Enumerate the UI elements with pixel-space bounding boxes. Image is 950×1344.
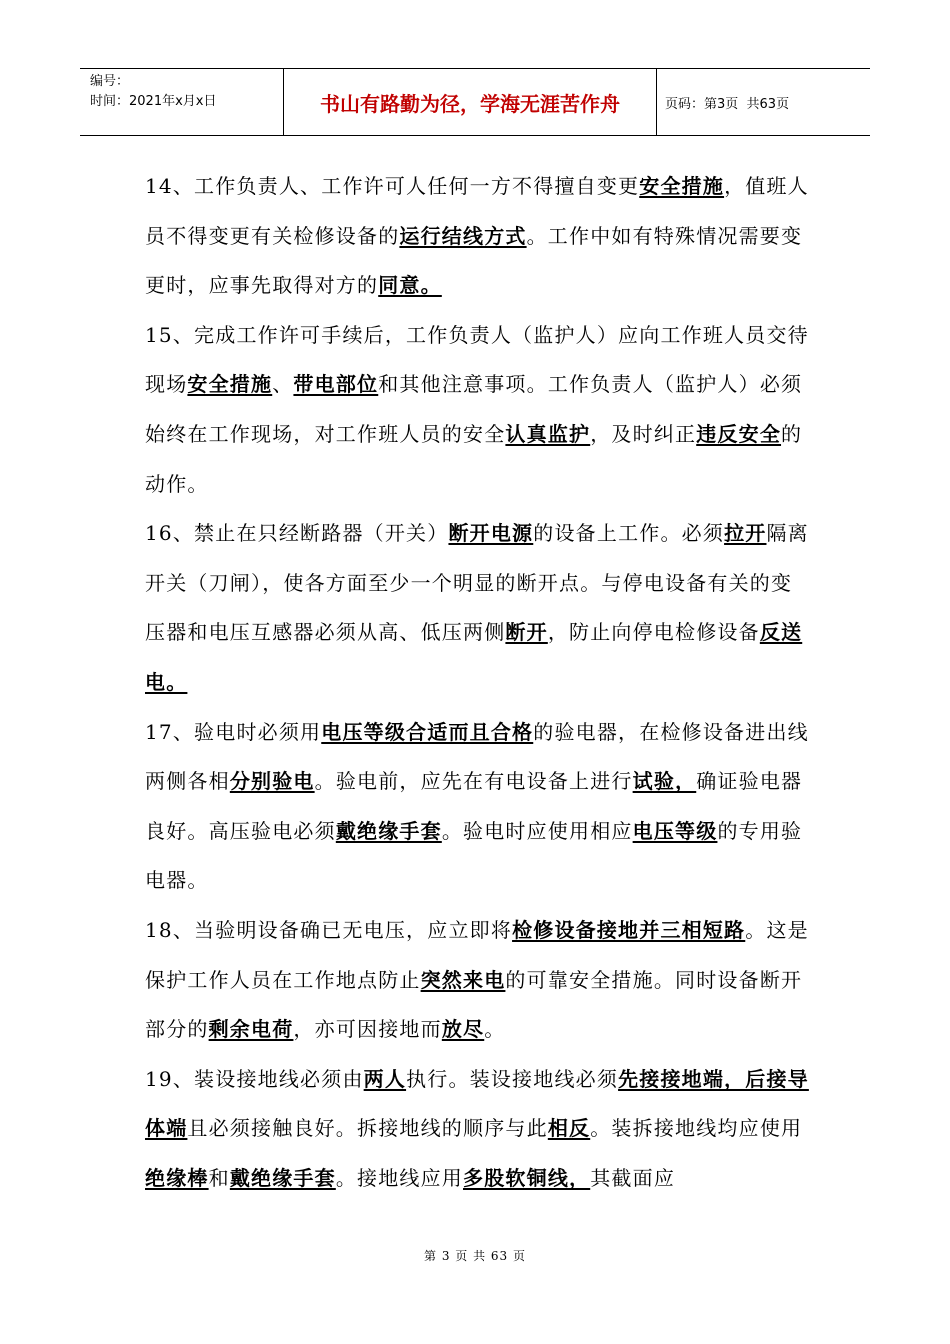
paragraph-text: 。装拆接地线均应使用 bbox=[590, 1116, 803, 1141]
paragraph-text: 执行。装设接地线必须 bbox=[406, 1066, 619, 1091]
answer-blank-text: 多股软铜线， bbox=[463, 1165, 591, 1190]
answer-blank-text: 剩余电荷 bbox=[208, 1017, 294, 1042]
paragraph-item bbox=[145, 708, 810, 906]
paragraph-text: 的动作。 bbox=[145, 421, 803, 496]
page-footer: 第 3 页 共 63 页 bbox=[424, 1249, 526, 1263]
header-page-label: 页码：第3页 共63页 bbox=[665, 96, 790, 112]
answer-blank-text: 带电部位 bbox=[293, 372, 379, 397]
answer-blank-text: 相反 bbox=[547, 1116, 591, 1141]
answer-blank-text: 断开 bbox=[505, 620, 548, 645]
answer-blank-text: 分别验电 bbox=[229, 769, 315, 794]
paragraph-text: 。这是保护工作人员在工作地点防止 bbox=[145, 917, 809, 992]
answer-blank-text: 绝缘棒 bbox=[145, 1165, 209, 1190]
paragraph-text: 隔离开关（刀闸），使各方面至少一个明显的断开点。与停电设备有关的变压器和电压互感器必须从高、低压两侧 bbox=[145, 521, 809, 645]
paragraph-text: 其截面应 bbox=[590, 1165, 676, 1190]
paragraph-text: 。接地线应用 bbox=[335, 1165, 464, 1190]
answer-blank-text: 拉开 bbox=[724, 521, 767, 546]
paragraph-text: ，防止向停电检修设备 bbox=[547, 620, 760, 645]
answer-blank-text: 先接接地端，后接导体端 bbox=[145, 1066, 809, 1141]
answer-blank-text: 违反安全 bbox=[696, 421, 782, 446]
paragraph-text: 确证验电器良好。高压验电必须 bbox=[145, 769, 803, 843]
paragraph-text: ，值班人员不得变更有关检修设备的 bbox=[145, 174, 809, 248]
paragraph-text: 16、禁止在只经断路器（开关） bbox=[145, 521, 449, 546]
document-body bbox=[145, 162, 810, 1203]
paragraph-text: 且必须接触良好。拆接地线的顺序与此 bbox=[187, 1116, 548, 1141]
paragraph-text: 19、装设接地线必须由 bbox=[145, 1066, 364, 1091]
answer-blank-text: 反送电。 bbox=[145, 620, 803, 694]
answer-blank-text: 戴绝缘手套 bbox=[229, 1165, 336, 1190]
answer-blank-text: 检修设备接地并三相短路 bbox=[512, 917, 746, 942]
answer-blank-text: 同意。 bbox=[378, 273, 442, 298]
paragraph-text: 。验电前，应先在有电设备上进行 bbox=[314, 769, 633, 794]
paragraph-text: 、 bbox=[272, 372, 294, 397]
paragraph-text: 的验电器，在检修设备进出线两侧各相 bbox=[145, 719, 809, 794]
paragraph-text: 的专用验电器。 bbox=[145, 818, 803, 893]
paragraph-item bbox=[145, 509, 810, 707]
paragraph-text: ，及时纠正 bbox=[590, 421, 697, 446]
paragraph-item bbox=[145, 906, 810, 1055]
paragraph-item bbox=[145, 311, 810, 509]
answer-blank-text: 试验， bbox=[632, 769, 697, 794]
document-time-label: 时间：2021年x月x日 bbox=[90, 94, 217, 109]
paragraph-item bbox=[145, 162, 810, 311]
paragraph-text: 15、完成工作许可手续后，工作负责人（监护人）应向工作班人员交待现场 bbox=[145, 322, 809, 397]
answer-blank-text: 两人 bbox=[363, 1066, 407, 1091]
paragraph-text: 14、工作负责人、工作许可人任何一方不得擅自变更 bbox=[145, 174, 640, 198]
answer-blank-text: 断开电源 bbox=[448, 521, 534, 546]
answer-blank-text: 运行结线方式 bbox=[399, 223, 527, 248]
paragraph-text: 和 bbox=[208, 1165, 230, 1190]
paragraph-text: ，亦可因接地而 bbox=[293, 1017, 442, 1042]
paragraph-text: 。工作中如有特殊情况需要变更时，应事先取得对方的 bbox=[145, 223, 803, 298]
paragraph-text: 的可靠安全措施。同时设备断开部分的 bbox=[145, 967, 803, 1042]
paragraph-text: 。验电时应使用相应 bbox=[441, 818, 633, 843]
answer-blank-text: 电压等级合适而且合格 bbox=[321, 719, 534, 744]
paragraph-text: 。 bbox=[484, 1017, 506, 1042]
answer-blank-text: 安全措施 bbox=[187, 372, 273, 397]
header-page-number bbox=[657, 69, 870, 135]
header-motto: 书山有路勤为径，学海无涯苦作舟 bbox=[284, 69, 657, 135]
header-meta bbox=[80, 69, 284, 135]
answer-blank-text: 认真监护 bbox=[505, 421, 591, 446]
answer-blank-text: 安全措施 bbox=[639, 174, 725, 198]
answer-blank-text: 戴绝缘手套 bbox=[335, 818, 442, 843]
paragraph-item bbox=[145, 1055, 810, 1204]
page-header bbox=[80, 68, 870, 136]
paragraph-text: 和其他注意事项。工作负责人（监护人）必须始终在工作现场，对工作班人员的安全 bbox=[145, 372, 803, 446]
answer-blank-text: 放尽 bbox=[441, 1017, 485, 1042]
paragraph-text: 18、当验明设备确已无电压，应立即将 bbox=[145, 917, 513, 942]
paragraph-text: 的设备上工作。必须 bbox=[533, 521, 725, 546]
document-number-label: 编号： bbox=[90, 74, 130, 89]
answer-blank-text: 电压等级 bbox=[632, 818, 718, 843]
answer-blank-text: 突然来电 bbox=[420, 967, 506, 992]
paragraph-text: 17、验电时必须用 bbox=[145, 719, 322, 744]
